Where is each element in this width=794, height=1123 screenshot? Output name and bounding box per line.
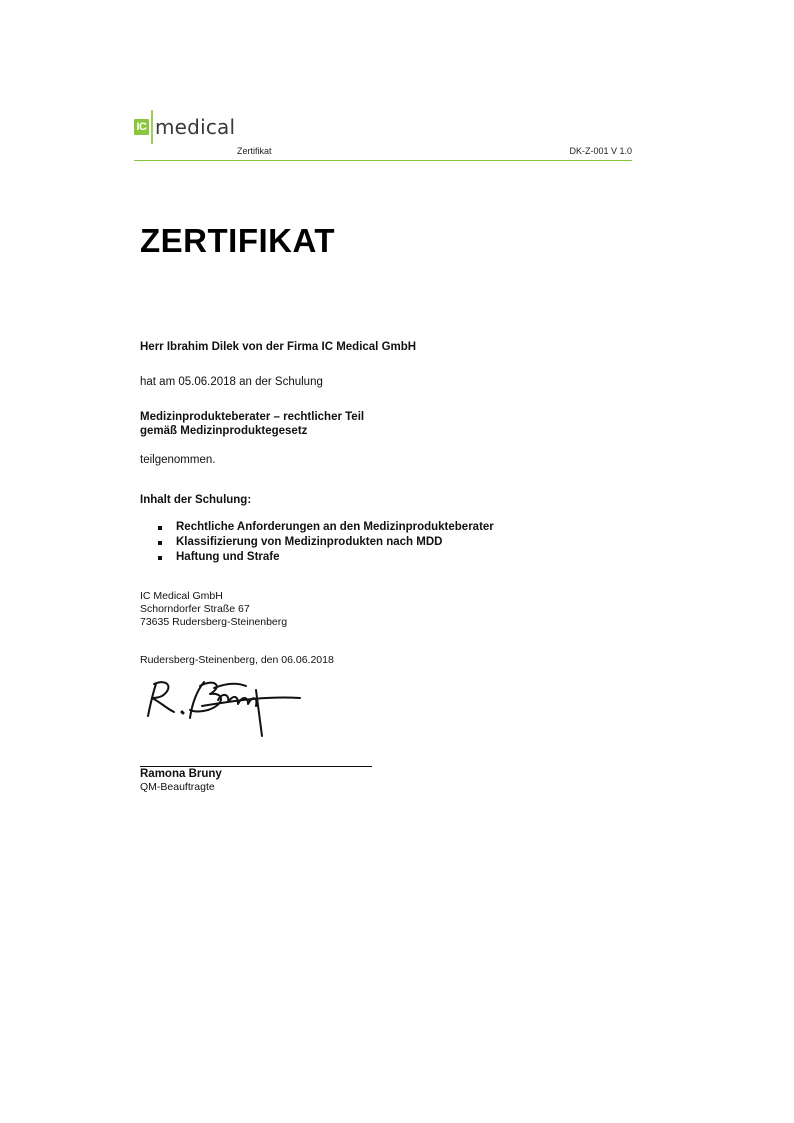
- bullet-icon: [158, 526, 162, 530]
- list-item: [158, 535, 494, 550]
- contents-list: [158, 520, 494, 565]
- handwritten-signature: [138, 670, 308, 742]
- header-divider: [134, 160, 632, 161]
- list-item-text: Rechtliche Anforderungen an den Medizinprodukteberater: [176, 521, 494, 533]
- attendance-line: hat am 05.06.2018 an der Schulung: [140, 376, 323, 388]
- signer-role: QM-Beauftragte: [140, 781, 215, 793]
- logo-mark: IC: [134, 119, 149, 135]
- list-item-text: Haftung und Strafe: [176, 551, 280, 563]
- page-title: ZERTIFIKAT: [140, 222, 336, 259]
- bullet-icon: [158, 556, 162, 560]
- course-title-line1: Medizinprodukteberater – rechtlicher Teil: [140, 411, 365, 423]
- completion-line: teilgenommen.: [140, 454, 216, 466]
- list-item-text: Klassifizierung von Medizinprodukten nach MDD: [176, 536, 443, 548]
- bullet-icon: [158, 541, 162, 545]
- signer-name: Ramona Bruny: [140, 768, 222, 780]
- issuer-address: [140, 590, 287, 629]
- date-line: Rudersberg-Steinenberg, den 06.06.2018: [140, 654, 334, 666]
- course-title-line2: gemäß Medizinproduktegesetz: [140, 425, 308, 437]
- issuer-company: IC Medical GmbH: [140, 590, 223, 602]
- recipient-line: Herr Ibrahim Dilek von der Firma IC Medical GmbH: [140, 341, 417, 353]
- issuer-street: Schorndorfer Straße 67: [140, 603, 250, 615]
- header-document-code: DK-Z-001 V 1.0: [569, 146, 632, 156]
- logo-wordmark: medical: [155, 115, 236, 139]
- list-item: [158, 520, 494, 535]
- company-logo: [134, 110, 235, 144]
- list-item: [158, 550, 494, 565]
- signature-line: [140, 766, 372, 767]
- issuer-city: 73635 Rudersberg-Steinenberg: [140, 616, 288, 628]
- contents-heading: Inhalt der Schulung:: [140, 494, 252, 506]
- header-document-label: Zertifikat: [237, 146, 272, 156]
- logo-divider: [151, 110, 153, 144]
